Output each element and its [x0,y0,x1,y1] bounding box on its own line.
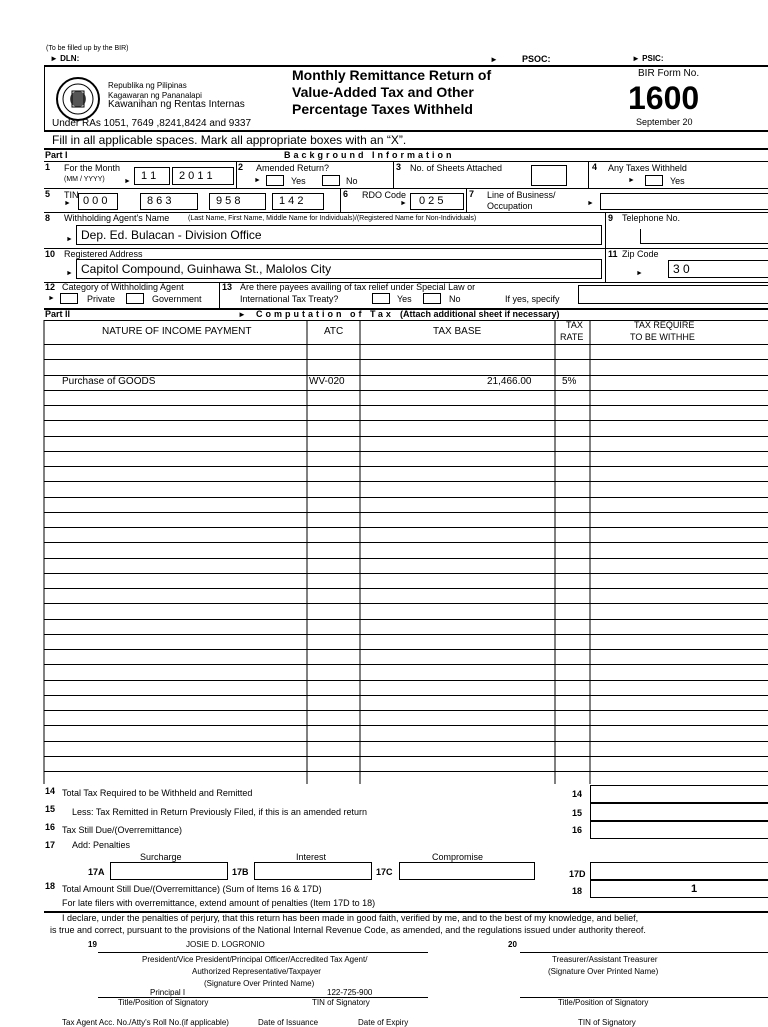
tin-of-signatory-label: TIN of Signatory [312,998,370,1007]
address-label: Registered Address [64,249,143,259]
tin-label: TIN [64,190,79,200]
signatory-position: Principal I [150,988,186,997]
tin-part2-value: 8 6 3 [147,195,172,207]
part1-title-rule [44,161,768,162]
item11-num: 11 [608,249,618,259]
i16-ref: 16 [572,825,583,835]
col-base-header: TAX BASE [433,326,482,337]
category-label: Category of Withholding Agent [62,282,184,292]
divider [340,188,341,212]
surcharge-label: Surcharge [140,852,182,862]
arrow-icon: ► [124,178,131,185]
sig20-line1: Treasurer/Assistant Treasurer [552,955,658,964]
item10-num: 10 [45,249,56,259]
col-atc-header: ATC [324,326,344,337]
title-position-label: Title/Position of Signatory [118,998,209,1007]
government-checkbox[interactable] [126,293,144,304]
tin-part4-value: 1 4 2 [279,195,304,207]
form-date: September 20 [636,117,693,127]
amended-yes-label: Yes [291,176,306,186]
ras-line: Under RAs 1051, 7649 ,8241,8424 and 9337 [52,118,252,129]
tin-of-signatory20-label: TIN of Signatory [578,1018,636,1027]
dln-label: ► DLN: [50,54,80,63]
agent-name-label: Withholding Agent's Name [64,213,170,223]
line-business-field[interactable] [600,193,768,210]
form-label: BIR Form No. [638,68,700,79]
divider [466,188,467,212]
i18-label: Total Amount Still Due/(Overremittance) (Sum of Items 16 & 17D) [62,884,322,894]
i17b-label: 17B [232,867,249,877]
form-number: 1600 [628,80,700,116]
divider [605,248,606,283]
i18-num: 18 [45,881,56,891]
part1-label: Part I [45,150,68,160]
psoc-arrow: ► [490,55,498,64]
i15-ref: 15 [572,808,583,818]
relief-no-label: No [449,294,461,304]
i14-label: Total Tax Required to be Withheld and Remitted [62,788,253,798]
sig19-line2: Authorized Representative/Taxpayer [192,967,321,976]
arrow-icon: ► [254,177,261,184]
item13-num: 13 [222,282,233,292]
arrow-icon: ► [628,177,635,184]
agent-name-field[interactable] [76,225,602,245]
i16-label: Tax Still Due/(Overremittance) [62,825,183,835]
form-title-line1: Monthly Remittance Return of [292,67,492,83]
i17d-field[interactable] [590,862,768,880]
psic-label: ► PSIC: [632,54,664,63]
i15-field[interactable] [590,803,768,821]
relief-no-checkbox[interactable] [423,293,441,304]
col-nature-header: NATURE OF INCOME PAYMENT [102,326,252,337]
arrow-icon: ► [66,270,73,277]
row3-rate: 5% [562,376,577,387]
item3-num: 3 [396,162,402,172]
compromise-label: Compromise [432,852,484,862]
i17-label: Add: Penalties [72,840,131,850]
interest-field[interactable] [254,862,372,880]
compromise-field[interactable] [399,862,535,880]
i20-num: 20 [508,940,517,949]
item1-num: 1 [45,162,51,172]
part2-label: Part II [45,309,71,319]
month-field[interactable] [134,167,170,185]
i17-num: 17 [45,840,56,850]
signature19-line [98,952,428,953]
zip-field[interactable] [668,260,768,278]
i14-num: 14 [45,786,56,796]
tin-part1-field[interactable] [78,193,118,210]
sig19-line3: (Signature Over Printed Name) [204,979,315,988]
private-label: Private [87,294,116,304]
tin-part3-value: 9 5 8 [216,195,241,207]
address-value: Capitol Compound, Guinhawa St., Malolos City [81,262,332,276]
tin-part4-field[interactable] [272,193,324,210]
row3-nature: Purchase of GOODS [62,376,156,387]
address-field[interactable] [76,259,602,279]
arrow-icon: ► [48,295,55,302]
i17c-label: 17C [376,867,393,877]
sig20-line2: (Signature Over Printed Name) [548,967,659,976]
part2-title: Computation of Tax [256,309,394,319]
relief-yes-label: Yes [397,294,412,304]
row3-base: 21,466.00 [487,376,532,387]
i14-ref: 14 [572,789,583,799]
agent-name-hint: (Last Name, First Name, Middle Name for Individuals)/(Registered Name for Non-Individuals) [188,215,477,222]
sig19-line1: President/Vice President/Principal Officer/Accredited Tax Agent/ [142,955,368,964]
taxes-withheld-yes-checkbox[interactable] [645,175,663,186]
i19-num: 19 [88,940,97,949]
date-expiry-label: Date of Expiry [358,1018,409,1027]
date-issuance-label: Date of Issuance [258,1018,319,1027]
i15-label: Less: Tax Remitted in Return Previously Filed, if this is an amended return [72,807,367,817]
i16-field[interactable] [590,821,768,839]
agency-line1: Republika ng Pilipinas [108,81,187,90]
form-title-line2: Value-Added Tax and Other [292,84,474,100]
form-title-line3: Percentage Taxes Withheld [292,101,473,117]
private-checkbox[interactable] [60,293,78,304]
instruction: Fill in all applicable spaces. Mark all appropriate boxes with an “X”. [52,133,407,147]
item6-num: 6 [343,189,349,199]
header-left-rule [44,65,45,131]
i16-num: 16 [45,822,56,832]
i18-field[interactable] [590,880,768,898]
amended-yes-checkbox[interactable] [266,175,284,186]
government-label: Government [152,294,202,304]
declaration-line2: is true and correct, pursuant to the provisions of the National Internal Revenue Code, as amended, and the regulations issued under authority thereof. [50,925,646,935]
agent-name-value: Dep. Ed. Bulacan - Division Office [81,228,262,242]
occupation-label: Occupation [487,201,533,211]
header-bottom-rule [44,130,768,132]
agency-line3: Kawanihan ng Rentas Internas [108,99,245,110]
signatory-name: JOSIE D. LOGRONIO [186,940,265,949]
agent-acc-label: Tax Agent Acc. No./Atty's Roll No.(if applicable) [62,1018,229,1027]
item4-label: Any Taxes Withheld [608,163,687,173]
rdo-value: 0 2 5 [419,195,444,207]
col-req-header-2: TO BE WITHHE [630,332,695,342]
row-rule [44,188,768,189]
zip-label: Zip Code [622,249,659,259]
item3-label: No. of Sheets Attached [410,163,503,173]
item2-num: 2 [238,162,244,172]
item2-label: Amended Return? [256,163,330,173]
arrow-icon: ► [64,200,71,207]
divider [219,282,220,308]
arrow-icon: ► [400,200,407,207]
divider [236,161,237,188]
year-field[interactable] [172,167,234,185]
relief-line2: International Tax Treaty? [240,294,339,304]
relief-yes-checkbox[interactable] [372,293,390,304]
item5-num: 5 [45,189,51,199]
i15-num: 15 [45,804,56,814]
item7-num: 7 [469,189,475,199]
bir-note: (To be filled up by the BIR) [46,45,129,52]
relief-specify-field[interactable] [578,285,768,304]
row3-atc: WV-020 [309,376,345,387]
sheets-attached-field[interactable] [531,165,567,186]
item8-num: 8 [45,213,51,223]
surcharge-field[interactable] [110,862,228,880]
col-req-header-1: TAX REQUIRE [634,320,695,330]
phone-label: Telephone No. [622,213,681,223]
signature20-line [520,952,768,953]
relief-line1: Are there payees availing of tax relief under Special Law or [240,282,476,292]
i17d-label: 17D [569,869,586,879]
phone-field[interactable] [640,229,768,244]
tin-part3-field[interactable] [209,193,266,210]
amended-no-label: No [346,176,358,186]
divider [588,161,589,188]
month-value: 1 1 [141,170,157,182]
col-rate-header-1: TAX [566,320,583,330]
zip-value: 3 0 [673,262,690,276]
agency-line2: Kagawaran ng Pananalapi [108,91,202,100]
i14-field[interactable] [590,785,768,803]
rdo-field[interactable] [410,193,464,210]
item1-format: (MM / YYYY) [64,176,105,183]
item1-label: For the Month [64,163,121,173]
tin-part1-value: 0 0 0 [83,195,108,207]
arrow-icon: ► [587,200,594,207]
title-position20-label: Title/Position of Signatory [558,998,649,1007]
divider [393,161,394,188]
psoc-label: PSOC: [522,54,551,64]
i18-ref: 18 [572,886,583,896]
item9-num: 9 [608,213,614,223]
row-rule [44,248,768,249]
bir-seal-icon [55,76,101,122]
line-business-label: Line of Business/ [487,190,556,200]
year-value: 2 0 1 1 [179,170,213,182]
item12-num: 12 [45,282,56,292]
late-filer-note: For late filers with overremittance, extend amount of penalties (Item 17D to 18) [62,898,376,908]
i18-value: 1 [691,883,698,895]
i17a-label: 17A [88,867,105,877]
signatory-tin: 122-725-900 [327,988,373,997]
arrow-icon: ► [238,310,246,319]
part2-note: (Attach additional sheet if necessary) [400,309,560,319]
if-yes-label: If yes, specify [505,294,560,304]
tin-part2-field[interactable] [140,193,198,210]
rdo-label: RDO Code [362,190,407,200]
part1-title: Background Information [284,150,455,160]
item4-num: 4 [592,162,598,172]
declaration-line1: I declare, under the penalties of perjury, that this return has been made in good faith, verified by me, and to the best of my knowledge, and belief, [62,913,639,923]
arrow-icon: ► [636,270,643,277]
divider [605,212,606,248]
arrow-icon: ► [66,236,73,243]
col-rate-header-2: RATE [560,332,584,342]
taxes-withheld-yes-label: Yes [670,176,685,186]
interest-label: Interest [296,852,327,862]
amended-no-checkbox[interactable] [322,175,340,186]
